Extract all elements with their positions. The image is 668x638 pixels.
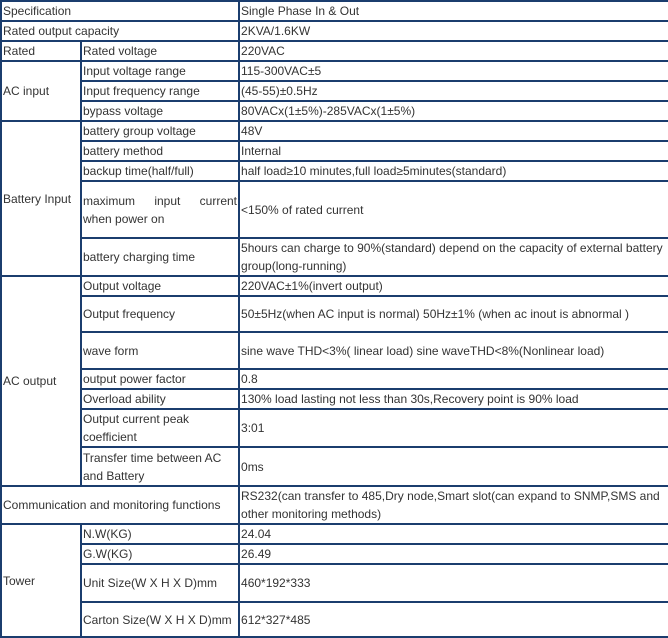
spec-value-cell: (45-55)±0.5Hz (239, 81, 668, 101)
spec-value-cell: 460*192*333 (239, 564, 668, 602)
table-row (1, 564, 668, 602)
table-row (1, 61, 668, 81)
spec-label-cell: Input frequency range (81, 81, 239, 101)
spec-value-cell: 220VAC (239, 41, 668, 61)
spec-value-cell: 24.04 (239, 524, 668, 544)
table-row (1, 181, 668, 238)
spec-value-cell: 26.49 (239, 544, 668, 564)
table-row (1, 141, 668, 161)
spec-label-cell: battery group voltage (81, 121, 239, 141)
spec-category-cell: Rated (1, 41, 81, 61)
specification-table-body (1, 1, 668, 637)
table-row (1, 369, 668, 389)
spec-label-cell: Output current peak coefficient (81, 409, 239, 447)
spec-value-cell: 220VAC±1%(invert output) (239, 276, 668, 296)
spec-value-cell: 612*327*485 (239, 602, 668, 637)
spec-label-cell: G.W(KG) (81, 544, 239, 564)
spec-value-cell: 115-300VAC±5 (239, 61, 668, 81)
spec-label-cell: Input voltage range (81, 61, 239, 81)
table-row (1, 161, 668, 181)
spec-label-cell: backup time(half/full) (81, 161, 239, 181)
spec-label-cell: Carton Size(W X H X D)mm (81, 602, 239, 637)
spec-label-cell: output power factor (81, 369, 239, 389)
table-row (1, 101, 668, 121)
spec-label-cell: maximum input current when power on (81, 181, 239, 238)
spec-category-cell: AC output (1, 276, 81, 486)
spec-category-cell: Rated output capacity (1, 21, 239, 41)
spec-label-cell: Output frequency (81, 296, 239, 332)
table-row (1, 332, 668, 369)
spec-value-cell: RS232(can transfer to 485,Dry node,Smart slot(can expand to SNMP,SMS and other monitoring methods) (239, 486, 668, 524)
spec-value-cell: 0.8 (239, 369, 668, 389)
spec-label-cell: Output voltage (81, 276, 239, 296)
table-row (1, 447, 668, 486)
spec-category-cell: Communication and monitoring functions (1, 486, 239, 524)
spec-value-cell: 0ms (239, 447, 668, 486)
table-row (1, 409, 668, 447)
spec-value-cell: 3:01 (239, 409, 668, 447)
spec-value-cell: Single Phase In & Out (239, 1, 668, 21)
spec-value-cell: half load≥10 minutes,full load≥5minutes(standard) (239, 161, 668, 181)
table-row (1, 389, 668, 409)
spec-label-cell: Rated voltage (81, 41, 239, 61)
table-row (1, 81, 668, 101)
spec-label-cell: Transfer time between AC and Battery (81, 447, 239, 486)
spec-value-cell: 48V (239, 121, 668, 141)
spec-category-cell: Battery Input (1, 121, 81, 276)
spec-label-cell: battery method (81, 141, 239, 161)
table-row (1, 1, 668, 21)
table-row (1, 276, 668, 296)
spec-label-cell: battery charging time (81, 238, 239, 276)
table-row (1, 544, 668, 564)
table-row (1, 238, 668, 276)
table-row (1, 41, 668, 61)
spec-value-cell: 5hours can charge to 90%(standard) depend on the capacity of external battery group(long-running) (239, 238, 668, 276)
table-row (1, 121, 668, 141)
table-row (1, 524, 668, 544)
spec-category-cell: Specification (1, 1, 239, 21)
spec-value-cell: Internal (239, 141, 668, 161)
spec-label-cell: Overload ability (81, 389, 239, 409)
spec-value-cell: 50±5Hz(when AC input is normal) 50Hz±1% (when ac inout is abnormal ) (239, 296, 668, 332)
spec-label-cell: bypass voltage (81, 101, 239, 121)
table-row (1, 21, 668, 41)
table-row (1, 602, 668, 637)
table-row (1, 296, 668, 332)
spec-value-cell: 80VACx(1±5%)-285VACx(1±5%) (239, 101, 668, 121)
spec-value-cell: <150% of rated current (239, 181, 668, 238)
spec-value-cell: 130% load lasting not less than 30s,Recovery point is 90% load (239, 389, 668, 409)
spec-category-cell: Tower (1, 524, 81, 637)
spec-category-cell: AC input (1, 61, 81, 121)
spec-label-cell: wave form (81, 332, 239, 369)
spec-value-cell: sine wave THD<3%( linear load) sine waveTHD<8%(Nonlinear load) (239, 332, 668, 369)
spec-value-cell: 2KVA/1.6KW (239, 21, 668, 41)
spec-label-cell: N.W(KG) (81, 524, 239, 544)
table-row (1, 486, 668, 524)
spec-label-cell: Unit Size(W X H X D)mm (81, 564, 239, 602)
